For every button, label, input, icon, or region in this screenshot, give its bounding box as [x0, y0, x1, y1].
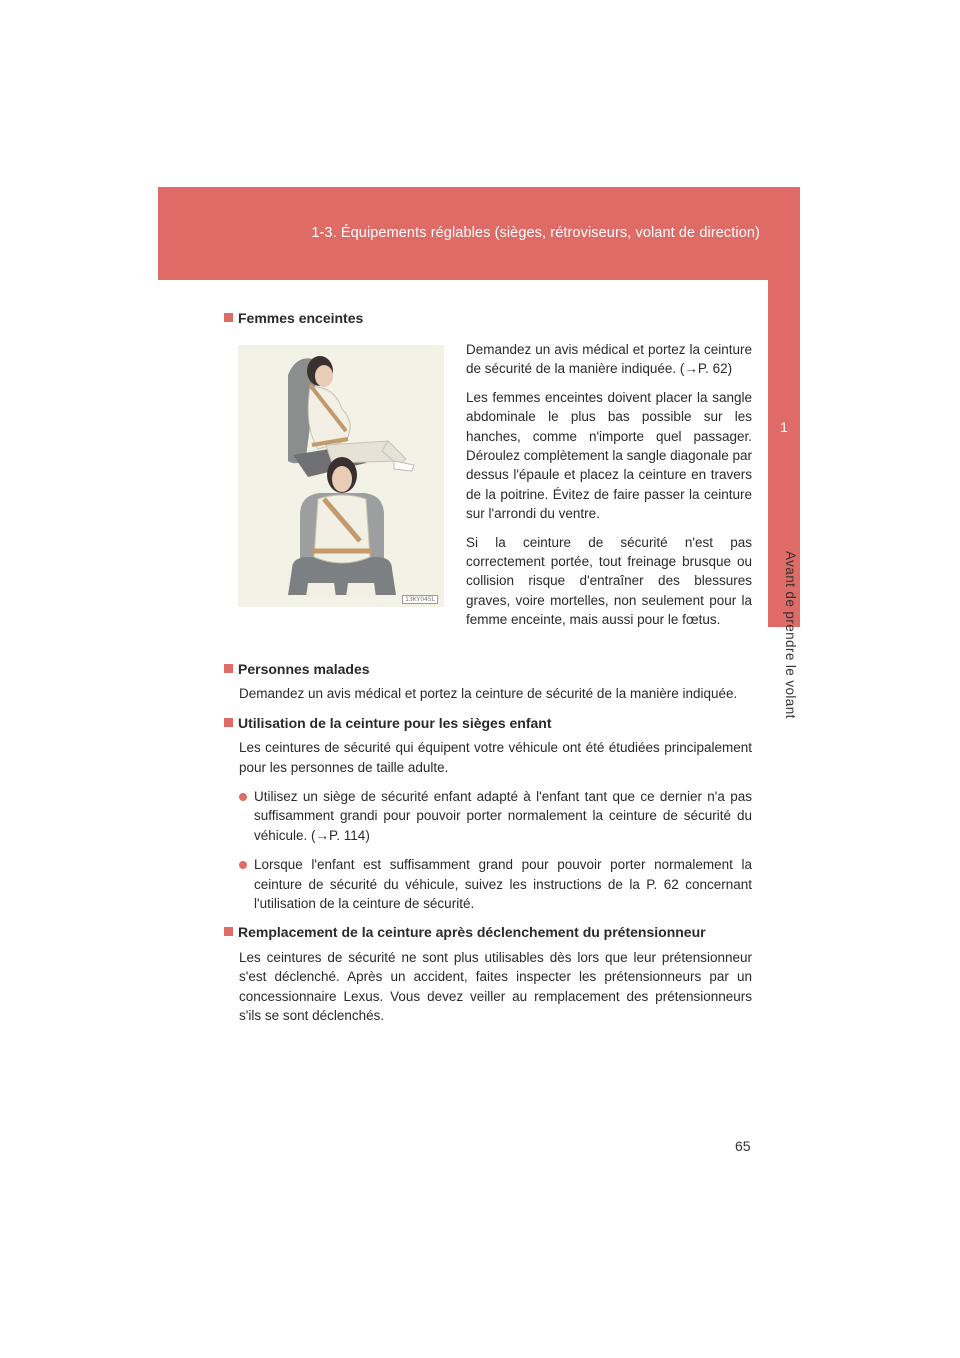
page-number: 65	[735, 1138, 751, 1154]
round-bullet-icon	[239, 793, 247, 801]
section-heading-sick: Personnes malades	[224, 660, 752, 679]
round-bullet-icon	[239, 861, 247, 869]
figure-code: 13KY045L	[402, 595, 438, 604]
bullet-item: Utilisez un siège de sécurité enfant adapté à l'enfant tant que ce dernier n'a pas suffisamment grandi pour pouvoir porter normalement la ceinture de sécurité du véhicule. (→P. 114)	[224, 787, 752, 845]
bullet-item: Lorsque l'enfant est suffisamment grand pour pouvoir porter normalement la ceinture de sécurité du véhicule, suivez les instructions de la P. 62 concernant l'utilisation de la ceinture de sécurité.	[224, 855, 752, 913]
square-bullet-icon	[224, 927, 233, 936]
paragraph: Demandez un avis médical et portez la ceinture de sécurité de la manière indiquée.	[239, 686, 738, 702]
square-bullet-icon	[224, 313, 233, 322]
pregnant-seatbelt-illustration	[238, 345, 444, 607]
paragraph: Demandez un avis médical et portez la ceinture de sécurité de la manière indiquée. (→P. 62)	[466, 342, 752, 377]
paragraph: Les femmes enceintes doivent placer la sangle abdominale le plus bas possible sur les hanches, comme n'importe quel passager. Déroulez complètement la sangle diagonale par dessus l'épaule et placez la ceinture en travers de la poitrine. Évitez de faire passer la ceinture sur l'arrondi du ventre.	[466, 389, 752, 522]
paragraph: Si la ceinture de sécurité n'est pas correctement portée, tout freinage brusque ou collision risque d'entraîner des blessures graves, voire mortelles, non seulement pour la femme enceinte, mais aussi pour le fœtus.	[466, 534, 752, 628]
seatbelt-figure-drawing	[238, 345, 444, 607]
chapter-number: 1	[780, 419, 788, 435]
square-bullet-icon	[224, 718, 233, 727]
paragraph: Les ceintures de sécurité qui équipent votre véhicule ont été étudiées principalement pour les personnes de taille adulte.	[239, 740, 752, 775]
section-heading-pretensioner: Remplacement de la ceinture après déclenchement du prétensionneur	[224, 923, 752, 942]
square-bullet-icon	[224, 664, 233, 673]
chapter-header-bar	[158, 187, 800, 280]
paragraph: Les ceintures de sécurité ne sont plus utilisables dès lors que leur prétensionneur s'est déclenché. Après un accident, faites inspecter les prétensionneurs par un concessionnaire Lexus. Vous devez veiller au remplacement des prétensionneurs s'ils se sont déclenchés.	[239, 949, 752, 1024]
chapter-title: 1-3. Équipements réglables (sièges, rétroviseurs, volant de direction)	[311, 225, 760, 241]
pregnant-text-column	[466, 340, 752, 639]
section-heading-child: Utilisation de la ceinture pour les sièges enfant	[224, 714, 752, 733]
chapter-side-label: Avant de prendre le volant	[783, 551, 798, 719]
main-text-body	[224, 660, 752, 1036]
section-heading-pregnant: Femmes enceintes	[224, 310, 363, 326]
